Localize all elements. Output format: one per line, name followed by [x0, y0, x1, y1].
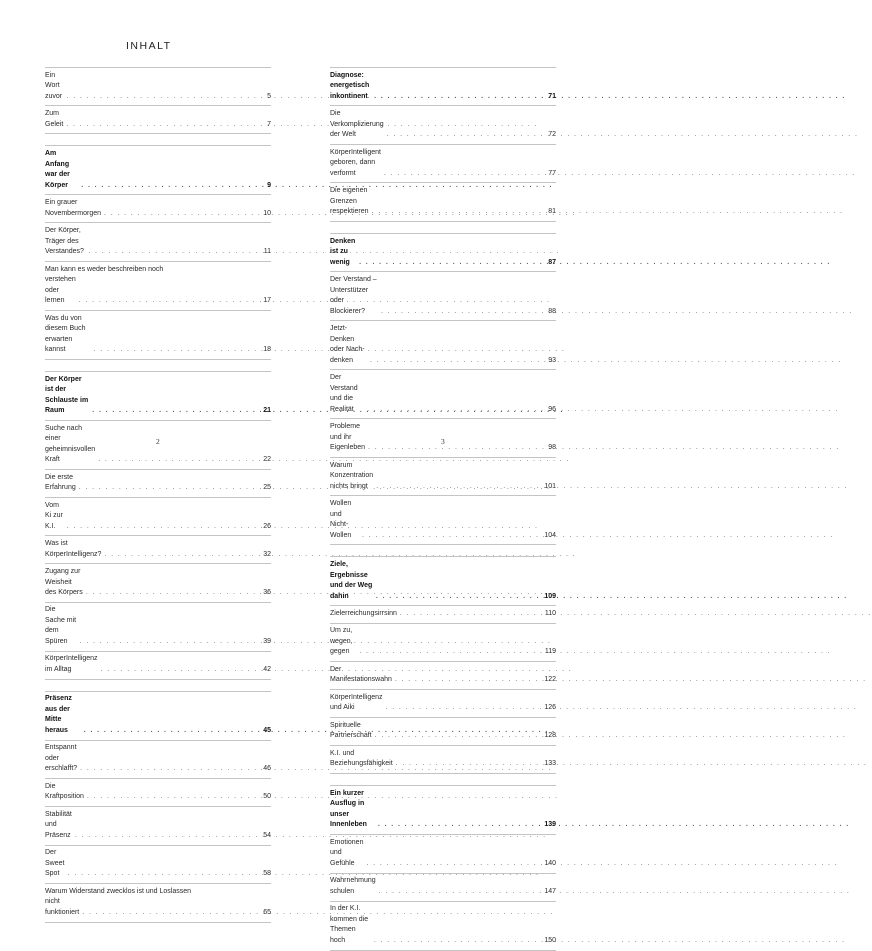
toc-left-column — [45, 67, 271, 923]
toc-entry-title: Was ist KörperIntelligenz? — [45, 540, 102, 558]
toc-entry-title: Der Körper ist der Schlauste im Raum — [45, 375, 89, 415]
toc-entry[interactable] — [45, 498, 271, 536]
dot-leader — [372, 207, 543, 218]
toc-page-number: 45 — [263, 726, 271, 734]
dot-leader — [359, 258, 543, 269]
toc-entry[interactable] — [45, 68, 271, 106]
toc-entry[interactable] — [330, 321, 556, 370]
toc-entry[interactable] — [330, 106, 556, 144]
toc-entry-title-line2: verstehen oder lernen — [45, 276, 76, 305]
toc-entry-title: Wahrnehmung schulen — [330, 877, 376, 895]
toc-entry-title: Ziele, Ergebnisse und der Weg dahin — [330, 561, 373, 600]
dot-leader — [359, 647, 541, 658]
toc-page-number: 65 — [263, 908, 271, 916]
toc-entry-title: Man kann es weder beschreiben noch — [45, 265, 164, 273]
toc-entry[interactable] — [45, 195, 271, 223]
toc-page-number: 7 — [267, 120, 271, 128]
toc-page-number: 122 — [544, 676, 556, 684]
toc-entry[interactable] — [330, 496, 556, 545]
page-number-left: 2 — [156, 437, 160, 446]
toc-page-number: 72 — [548, 131, 556, 139]
dot-leader — [370, 356, 543, 367]
toc-entry-title: KörperIntelligenz und Aiki — [330, 693, 383, 712]
toc-entry-title: Warum Widerstand zwecklos ist und Loslassen — [45, 887, 192, 895]
toc-section — [330, 556, 556, 774]
toc-entry-title: Jetzt-Denken oder Nach-denken — [330, 325, 365, 364]
dot-leader — [374, 936, 541, 947]
toc-entry[interactable] — [330, 272, 556, 321]
toc-entry[interactable] — [45, 470, 271, 498]
toc-right-column — [330, 67, 556, 951]
dot-leader — [104, 209, 258, 220]
toc-entry-title: Die eigenen Grenzen respektieren — [330, 187, 369, 216]
dot-leader — [67, 92, 258, 103]
toc-entry-title: Um zu, wegen, gegen — [330, 627, 353, 656]
dot-leader — [68, 869, 258, 880]
dot-leader — [384, 169, 543, 180]
dot-leader — [387, 130, 543, 141]
dot-leader — [378, 820, 541, 831]
dot-leader — [379, 887, 542, 898]
dot-leader — [80, 637, 258, 648]
toc-entry-title: Warum Konzentration nichts bringt — [330, 461, 374, 490]
toc-page-number: 17 — [263, 297, 271, 305]
toc-entry-title: Spirituelle Partnerschaft — [330, 721, 372, 740]
dot-leader — [376, 592, 541, 603]
toc-entry-title: Emotionen und Gefühle — [330, 838, 364, 867]
toc-entry-title: Der Körper, Träger des Verstandes? — [45, 227, 84, 256]
toc-page-number: 119 — [544, 648, 556, 656]
toc-entry-title: Ein Wort zuvor — [45, 71, 63, 100]
toc-entry-title: Der Verstand – Unterstützer oder Blockierer? — [330, 276, 377, 315]
toc-entry[interactable] — [330, 458, 556, 496]
toc-section — [45, 67, 271, 134]
toc-entry-title: Der Manifestationswahn — [330, 665, 392, 684]
toc-page-number: 21 — [263, 407, 271, 415]
toc-entry[interactable] — [45, 564, 271, 602]
dot-leader — [94, 345, 258, 356]
section-gap — [330, 774, 556, 785]
toc-chapter-heading[interactable] — [330, 68, 556, 106]
toc-section — [45, 145, 271, 359]
toc-entry[interactable] — [330, 874, 556, 902]
toc-entry[interactable] — [45, 807, 271, 845]
toc-page-number: 150 — [544, 936, 556, 944]
dot-leader — [67, 522, 258, 533]
toc-page-number: 10 — [263, 209, 271, 217]
toc-entry[interactable] — [330, 624, 556, 662]
toc-page-number: 18 — [263, 346, 271, 354]
toc-page-number: 46 — [263, 765, 271, 773]
dot-leader — [86, 588, 258, 599]
toc-entry-title: Suche nach einer geheimnisvollen Kraft — [45, 424, 96, 464]
toc-entry-title: Vom Ki zur K.I. — [45, 501, 63, 530]
dot-leader — [98, 455, 258, 466]
toc-page-number: 147 — [544, 887, 556, 895]
dot-leader — [376, 482, 541, 493]
toc-entry[interactable] — [45, 106, 271, 134]
toc-entry[interactable] — [45, 846, 271, 884]
dot-leader — [367, 405, 543, 416]
dot-leader — [88, 247, 258, 258]
dot-leader — [104, 550, 258, 561]
toc-chapter-heading[interactable] — [45, 372, 271, 421]
dot-leader — [87, 792, 258, 803]
toc-page-number: 81 — [548, 208, 556, 216]
toc-entry-title: Die erste Erfahrung — [45, 473, 76, 492]
dot-leader — [66, 120, 258, 131]
toc-page-number: 98 — [548, 444, 556, 452]
dot-leader — [396, 759, 542, 770]
toc-page-number: 39 — [263, 637, 271, 645]
toc-page-number: 50 — [263, 793, 271, 801]
toc-entry[interactable] — [45, 741, 271, 779]
toc-entry-title: Ein grauer Novembermorgen — [45, 199, 102, 217]
toc-entry-title: Die Sache mit dem Spüren — [45, 606, 77, 645]
dot-leader — [92, 406, 258, 417]
dot-leader — [362, 531, 541, 542]
toc-page-number: 93 — [548, 356, 556, 364]
toc-entry[interactable] — [330, 902, 556, 951]
toc-entry-title: Zielerreichungsirrsinn — [330, 610, 397, 617]
toc-page-number: 54 — [263, 831, 271, 839]
toc-chapter-heading[interactable] — [330, 557, 556, 606]
toc-entry-title: Entspannt oder erschlafft? — [45, 744, 78, 773]
toc-entry-title: Stabilität und Präsenz — [45, 810, 72, 839]
toc-entry[interactable] — [45, 779, 271, 807]
dot-leader — [101, 665, 258, 676]
toc-entry-title: Präsenz aus der Mitte heraus — [45, 695, 72, 734]
toc-entry-title: KörperIntelligenz im Alltag — [45, 655, 98, 673]
toc-entry[interactable] — [330, 370, 556, 419]
toc-entry-title: Am Anfang war der Körper — [45, 150, 70, 189]
dot-leader — [79, 483, 258, 494]
dot-leader — [84, 726, 258, 737]
toc-page-number: 71 — [548, 92, 556, 100]
toc-page-number: 32 — [263, 550, 271, 558]
toc-page-number: 101 — [544, 482, 556, 490]
toc-entry[interactable] — [45, 536, 271, 564]
toc-entry[interactable] — [330, 606, 556, 623]
dot-leader — [368, 443, 543, 454]
toc-section — [330, 233, 556, 545]
dot-leader — [400, 609, 542, 620]
toc-entry-title: Wollen und Nicht-Wollen — [330, 500, 352, 539]
toc-entry[interactable] — [45, 884, 271, 922]
toc-entry-title: Die Kraftposition — [45, 782, 84, 801]
toc-entry-title-line2: nicht funktioniert — [45, 898, 80, 916]
toc-entry[interactable] — [330, 746, 556, 774]
toc-section — [330, 785, 556, 950]
toc-chapter-heading[interactable] — [330, 234, 556, 272]
toc-entry[interactable] — [330, 718, 556, 746]
toc-page-number: 22 — [263, 456, 271, 464]
toc-entry[interactable] — [330, 690, 556, 718]
section-gap — [330, 545, 556, 556]
toc-page-number: 26 — [263, 522, 271, 530]
toc-page-number: 88 — [548, 307, 556, 315]
toc-entry[interactable] — [45, 223, 271, 261]
toc-page-number: 139 — [544, 821, 556, 829]
toc-page-number: 77 — [548, 169, 556, 177]
dot-leader — [75, 831, 258, 842]
toc-entry-title: Diagnose: energetisch inkontinent — [330, 71, 370, 100]
dot-leader — [80, 764, 258, 775]
toc-section — [45, 691, 271, 923]
toc-page-number: 5 — [267, 92, 271, 100]
section-gap — [45, 360, 271, 371]
toc-entry[interactable] — [330, 662, 556, 690]
toc-entry[interactable] — [45, 262, 271, 311]
toc-section — [330, 67, 556, 222]
dot-leader — [381, 307, 543, 318]
toc-entry-continuation — [45, 275, 271, 307]
dot-leader — [374, 92, 543, 103]
toc-page-number: 133 — [544, 760, 556, 768]
toc-page-number: 25 — [263, 484, 271, 492]
toc-entry-title: KörperIntelligent geboren, dann verformt — [330, 148, 381, 177]
toc-page-number: 110 — [544, 610, 556, 617]
toc-entry[interactable] — [45, 311, 271, 360]
toc-entry-title: Zum Geleit — [45, 110, 64, 128]
section-gap — [45, 134, 271, 145]
toc-entry-title: Zugang zur Weisheit des Körpers — [45, 568, 83, 596]
toc-page-number: 11 — [263, 248, 271, 256]
toc-entry-title: K.I. und Beziehungsfähigkeit — [330, 749, 393, 768]
toc-page-number: 96 — [548, 405, 556, 413]
dot-leader — [366, 859, 541, 870]
toc-entry[interactable] — [45, 652, 271, 680]
toc-page-number: 42 — [263, 665, 271, 673]
toc-page-number: 109 — [544, 592, 556, 600]
toc-entry-continuation — [45, 897, 271, 918]
toc-entry[interactable] — [330, 145, 556, 183]
dot-leader — [82, 908, 258, 919]
dot-leader — [395, 675, 541, 686]
toc-chapter-heading[interactable] — [45, 146, 271, 195]
toc-entry-title: Was du von diesem Buch erwarten kannst — [45, 314, 86, 354]
toc-page-number: 36 — [263, 589, 271, 596]
toc-chapter-heading[interactable] — [45, 692, 271, 741]
toc-entry-title: Der Verstand und die Realität — [330, 374, 358, 413]
dot-leader — [386, 703, 542, 714]
toc-page-number: 104 — [544, 531, 556, 539]
toc-entry[interactable] — [45, 603, 271, 652]
toc-page-number: 87 — [548, 258, 556, 266]
dot-leader — [81, 181, 258, 192]
toc-entry-title: Die Verkomplizierung der Welt — [330, 110, 384, 139]
page-number-right: 3 — [441, 437, 445, 446]
toc-page-number: 140 — [544, 859, 556, 867]
page-title: INHALT — [126, 40, 172, 52]
toc-page-number: 58 — [263, 870, 271, 878]
section-gap — [45, 680, 271, 691]
toc-page-number: 126 — [544, 704, 556, 712]
toc-entry-title: Probleme und ihr Eigenleben — [330, 423, 366, 452]
toc-page-number: 9 — [267, 181, 271, 189]
toc-section — [45, 371, 271, 680]
section-gap — [330, 222, 556, 233]
dot-leader — [375, 731, 542, 742]
toc-entry-title: Denken ist zu wenig — [330, 237, 356, 266]
toc-entry-title: Ein kurzer Ausflug in unser Innenleben — [330, 789, 367, 829]
toc-entry[interactable] — [330, 183, 556, 221]
dot-leader — [79, 296, 258, 307]
toc-chapter-heading[interactable] — [330, 786, 556, 835]
toc-entry[interactable] — [330, 835, 556, 873]
toc-page-number: 128 — [544, 732, 556, 740]
toc-entry-title: Der Sweet Spot — [45, 849, 65, 878]
toc-entry-title: In der K.I. kommen die Themen hoch — [330, 905, 369, 944]
